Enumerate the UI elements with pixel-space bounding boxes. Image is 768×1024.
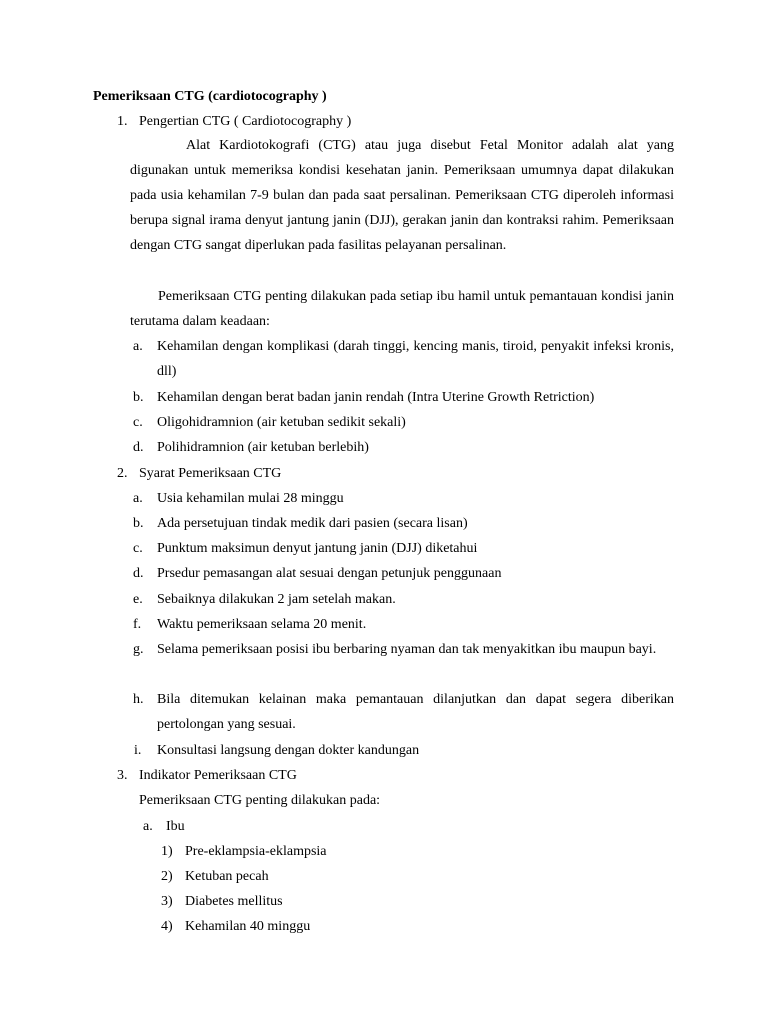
section-2-item-c: Punktum maksimun denyut jantung janin (DJJ) diketahui bbox=[157, 541, 478, 556]
section-3-sub-item-2: Ketuban pecah bbox=[185, 869, 269, 884]
section-2-item-h: Bila ditemukan kelainan maka pemantauan dilanjutkan dan dapat segera diberikan pertolongan yang sesuai. bbox=[157, 692, 674, 732]
section-1-item-b: Kehamilan dengan berat badan janin rendah (Intra Uterine Growth Retriction) bbox=[157, 390, 595, 405]
section-3-sub-item-1: Pre-eklampsia-eklampsia bbox=[185, 844, 327, 859]
section-1-item-d: Polihidramnion (air ketuban berlebih) bbox=[157, 440, 369, 455]
section-1-item-a: Kehamilan dengan komplikasi (darah tinggi, kencing manis, tiroid, penyakit infeksi kronis, dll) bbox=[157, 339, 674, 379]
section-1-paragraph-1: Alat Kardiotokografi (CTG) atau juga disebut Fetal Monitor adalah alat yang digunakan untuk memeriksa kondisi kesehatan janin. Pemeriksaan umumnya dapat dilakukan pada usia kehamilan 7-9 bulan dan pada saat persalinan. Pemeriksaan CTG diperoleh informasi berupa signal irama denyut jantung janin (DJJ), gerakan janin dan kontraksi rahim. Pemeriksaan dengan CTG sangat diperlukan pada fasilitas pelayanan persalinan. bbox=[130, 138, 674, 253]
section-2-item-f: Waktu pemeriksaan selama 20 menit. bbox=[157, 617, 367, 632]
section-2-number: 2. bbox=[117, 466, 128, 481]
section-1-heading: Pengertian CTG ( Cardiotocography ) bbox=[139, 114, 352, 129]
section-3-number: 3. bbox=[117, 768, 128, 783]
section-3-sub-item-4: Kehamilan 40 minggu bbox=[185, 919, 311, 934]
section-2-item-f-marker: f. bbox=[133, 617, 142, 632]
section-2-item-c-marker: c. bbox=[133, 541, 143, 556]
document-title: Pemeriksaan CTG (cardiotocography ) bbox=[93, 89, 327, 104]
section-3-sub-item-2-marker: 2) bbox=[161, 869, 173, 884]
section-1-item-c: Oligohidramnion (air ketuban sedikit sekali) bbox=[157, 415, 406, 430]
section-3-sub-a-label: Ibu bbox=[166, 819, 185, 834]
section-2-item-e: Sebaiknya dilakukan 2 jam setelah makan. bbox=[157, 592, 396, 607]
section-2-item-a-marker: a. bbox=[133, 491, 143, 506]
section-2-item-b-marker: b. bbox=[133, 516, 144, 531]
section-1-item-c-marker: c. bbox=[133, 415, 143, 430]
section-2-item-g: Selama pemeriksaan posisi ibu berbaring nyaman dan tak menyakitkan ibu maupun bayi. bbox=[157, 642, 657, 657]
section-2-item-h-marker: h. bbox=[133, 692, 144, 707]
section-3-sub-item-3-marker: 3) bbox=[161, 894, 173, 909]
section-2-item-d: Prsedur pemasangan alat sesuai dengan petunjuk penggunaan bbox=[157, 566, 502, 581]
section-2-heading: Syarat Pemeriksaan CTG bbox=[139, 466, 282, 481]
section-2-item-i: Konsultasi langsung dengan dokter kandungan bbox=[157, 743, 420, 758]
section-3-intro: Pemeriksaan CTG penting dilakukan pada: bbox=[139, 793, 381, 808]
section-1-item-b-marker: b. bbox=[133, 390, 144, 405]
section-1-item-a-marker: a. bbox=[133, 339, 143, 354]
section-3-sub-a-marker: a. bbox=[143, 819, 153, 834]
section-2-item-i-marker: i. bbox=[134, 743, 142, 758]
section-2-item-g-marker: g. bbox=[133, 642, 144, 657]
section-2-item-d-marker: d. bbox=[133, 566, 144, 581]
section-3-sub-item-3: Diabetes mellitus bbox=[185, 894, 283, 909]
section-1-number: 1. bbox=[117, 114, 128, 129]
section-3-sub-item-4-marker: 4) bbox=[161, 919, 173, 934]
section-3-heading: Indikator Pemeriksaan CTG bbox=[139, 768, 297, 783]
section-2-item-a: Usia kehamilan mulai 28 minggu bbox=[157, 491, 344, 506]
section-1-paragraph-2: Pemeriksaan CTG penting dilakukan pada setiap ibu hamil untuk pemantauan kondisi janin terutama dalam keadaan: bbox=[130, 289, 674, 329]
section-3-sub-item-1-marker: 1) bbox=[161, 844, 173, 859]
section-2-item-e-marker: e. bbox=[133, 592, 143, 607]
section-1-item-d-marker: d. bbox=[133, 440, 144, 455]
section-2-item-b: Ada persetujuan tindak medik dari pasien (secara lisan) bbox=[157, 516, 468, 531]
